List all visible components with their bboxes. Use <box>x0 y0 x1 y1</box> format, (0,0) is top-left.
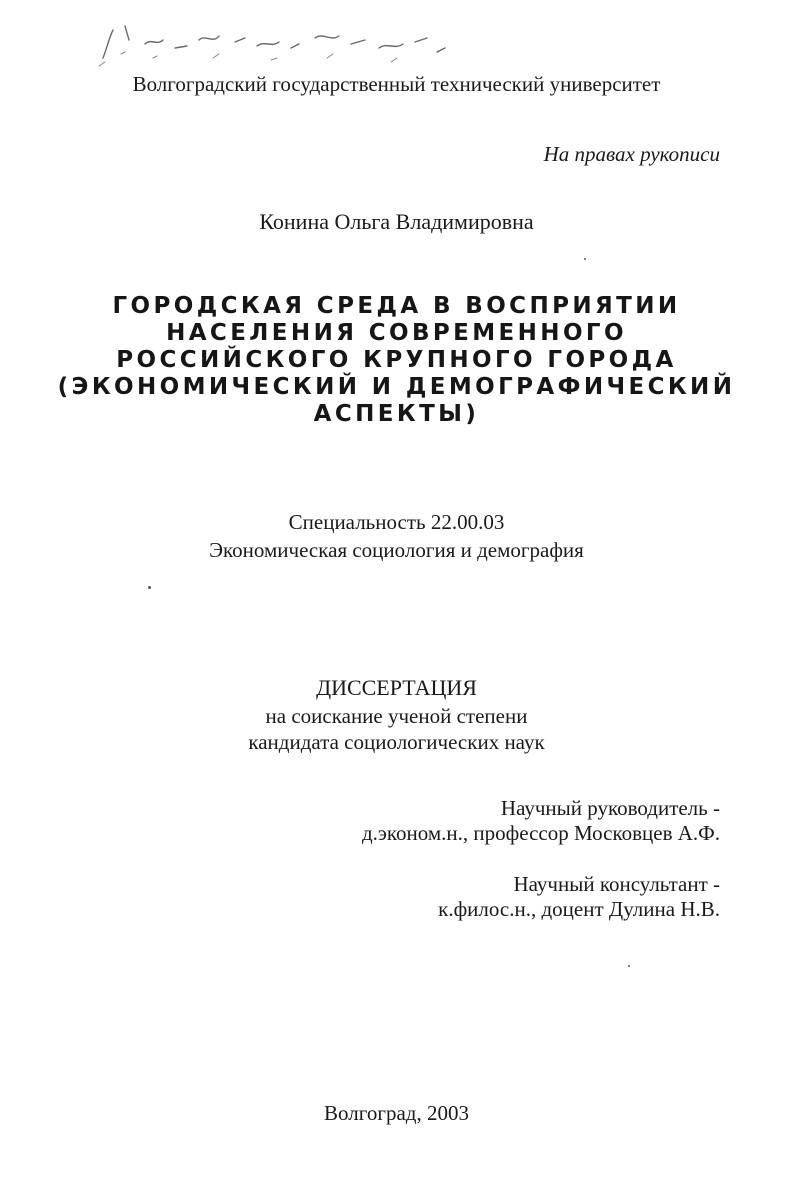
supervisor-role: Научный руководитель - <box>500 796 720 820</box>
dissertation-type: ДИССЕРТАЦИЯ <box>316 675 477 700</box>
city-year: Волгоград, 2003 <box>324 1101 469 1125</box>
degree-field-line: кандидата социологических наук <box>248 730 545 754</box>
author-name: Конина Ольга Владимировна <box>259 209 534 234</box>
specialty-name: Экономическая социология и демография <box>209 538 584 562</box>
supervisor-name: д.эконом.н., профессор Московцев А.Ф. <box>361 821 720 845</box>
degree-purpose-line: на соискание ученой степени <box>265 704 528 728</box>
dissertation-title <box>0 293 793 428</box>
scan-speck <box>584 258 586 260</box>
university-name: Волгоградский государственный технический университет <box>132 72 661 96</box>
title-line: (ЭКОНОМИЧЕСКИЙ И ДЕМОГРАФИЧЕСКИЙ <box>57 374 736 400</box>
title-line: ГОРОДСКАЯ СРЕДА В ВОСПРИЯТИИ <box>112 293 681 319</box>
specialty-code: Специальность 22.00.03 <box>288 510 505 534</box>
title-line: НАСЕЛЕНИЯ СОВРЕМЕННОГО <box>166 320 627 346</box>
title-line: АСПЕКТЫ) <box>313 401 480 427</box>
title-line: РОССИЙСКОГО КРУПНОГО ГОРОДА <box>116 347 677 373</box>
handwritten-scribble <box>95 18 455 68</box>
consultant-name: к.филос.н., доцент Дулина Н.В. <box>438 897 720 921</box>
scan-speck <box>628 965 630 967</box>
consultant-role: Научный консультант - <box>513 872 720 896</box>
manuscript-note: На правах рукописи <box>543 142 720 166</box>
scan-speck <box>148 586 151 589</box>
